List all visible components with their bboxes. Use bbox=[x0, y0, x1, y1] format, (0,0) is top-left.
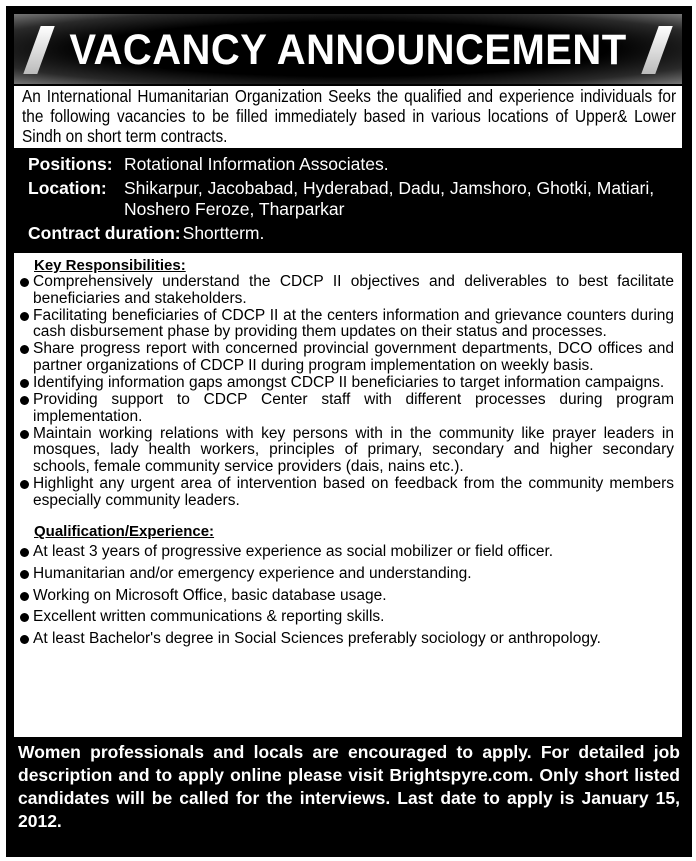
list-item bbox=[20, 566, 674, 583]
duration-label: Contract duration: bbox=[28, 223, 181, 243]
location-value: Shikarpur, Jacobabad, Hyderabad, Dadu, Jamshoro, Ghotki, Matiari, Noshero Feroze, Tharparkar bbox=[124, 178, 655, 219]
list-item-text: Share progress report with concerned provincial government departments, DCO offices and partner organizations of CDCP II during program implementation on weekly basis. bbox=[33, 340, 674, 374]
bullet-icon bbox=[20, 430, 29, 439]
list-item bbox=[20, 392, 674, 425]
duration-row bbox=[28, 223, 664, 244]
location-row bbox=[28, 178, 664, 220]
list-item-text: Identifying information gaps amongst CDCP II beneficiaries to target information campaigns. bbox=[33, 374, 665, 392]
bullet-icon bbox=[20, 345, 29, 354]
bullet-icon bbox=[20, 396, 29, 405]
list-item bbox=[20, 476, 674, 509]
list-item-text: Highlight any urgent area of intervention based on feedback from the community members especially community leaders. bbox=[33, 475, 674, 509]
list-item-text: Humanitarian and/or emergency experience and understanding. bbox=[33, 564, 472, 582]
positions-label: Positions: bbox=[28, 154, 113, 174]
bullet-icon bbox=[20, 592, 29, 601]
qualifications-heading: Qualification/Experience: bbox=[34, 523, 215, 541]
list-item bbox=[20, 375, 674, 392]
details-body bbox=[14, 253, 682, 737]
bullet-icon bbox=[20, 480, 29, 489]
job-facts bbox=[28, 154, 664, 247]
bullet-icon bbox=[20, 548, 29, 557]
bullet-icon bbox=[20, 278, 29, 287]
footer-notice: Women professionals and locals are encouraged to apply. For detailed job description and to apply online please visit Brightspyre.com. Only short listed candidates will be called for the interviews. Last date to apply is January 15, 2012. bbox=[18, 742, 680, 831]
qualifications-list bbox=[14, 544, 682, 647]
list-item-text: Providing support to CDCP Center staff with different processes during program implementation. bbox=[33, 391, 674, 425]
list-item-text: Excellent written communications & reporting skills. bbox=[33, 608, 385, 626]
list-item-text: Facilitating beneficiaries of CDCP II at the centers information and grievance counters during cash disbursement phase by providing them updates on their status and processes. bbox=[33, 306, 674, 341]
bullet-icon bbox=[20, 379, 29, 388]
bullet-icon bbox=[20, 570, 29, 579]
list-item-text: Comprehensively understand the CDCP II objectives and deliverables to best facilitate beneficiaries and stakeholders. bbox=[33, 273, 674, 307]
bullet-icon bbox=[20, 635, 29, 644]
list-item-text: Working on Microsoft Office, basic database usage. bbox=[33, 586, 387, 604]
intro-text: An International Humanitarian Organization Seeks the qualified and experience individuals for the following vacancies to be filled immediately based in various locations of Upper& Lower Sindh on short term contracts. bbox=[22, 86, 677, 146]
list-item bbox=[20, 544, 674, 561]
bullet-icon bbox=[20, 613, 29, 622]
positions-value: Rotational Information Associates. bbox=[124, 154, 389, 174]
list-item bbox=[20, 308, 674, 341]
page-title: VACANCY ANNOUNCEMENT bbox=[69, 26, 627, 74]
list-item bbox=[20, 609, 674, 626]
title-banner bbox=[14, 14, 682, 84]
list-item-text: At least 3 years of progressive experience as social mobilizer or field officer. bbox=[33, 543, 554, 561]
responsibilities-heading: Key Responsibilities: bbox=[34, 257, 186, 274]
list-item bbox=[20, 341, 674, 374]
intro-box bbox=[14, 86, 682, 148]
list-item bbox=[20, 588, 674, 605]
duration-value: Shortterm. bbox=[182, 223, 265, 243]
location-label: Location: bbox=[28, 178, 107, 198]
list-item bbox=[20, 274, 674, 307]
list-item-text: Maintain working relations with key persons with in the community like prayer leaders in mosques, lady health workers, principles of primary, secondary and higher secondary schools, female community service providers (dais, nains etc.). bbox=[33, 424, 674, 476]
list-item-text: At least Bachelor's degree in Social Sciences preferably sociology or anthropology. bbox=[33, 629, 601, 647]
responsibilities-list bbox=[14, 274, 682, 509]
bullet-icon bbox=[20, 312, 29, 321]
list-item bbox=[20, 631, 674, 648]
positions-row bbox=[28, 154, 664, 175]
list-item bbox=[20, 426, 674, 476]
